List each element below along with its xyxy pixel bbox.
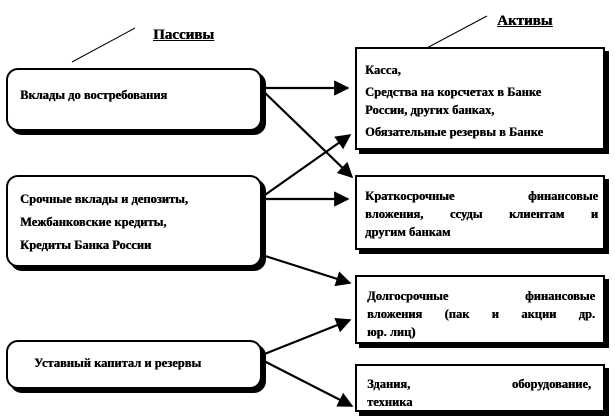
liability-box-capital-reserves <box>6 340 262 389</box>
liability-box-demand-deposits <box>6 68 262 131</box>
header-assets: Активы <box>497 13 553 29</box>
asset-line: России, других банках, <box>365 103 495 118</box>
asset-line: Долгосрочные финансовые <box>367 289 595 303</box>
liability-line: Срочные вклады и депозиты, <box>20 192 188 206</box>
liability-line: Кредиты Банка России <box>20 237 152 252</box>
asset-box-short-term-investments <box>355 175 605 250</box>
asset-box-buildings-equipment <box>355 364 605 412</box>
liability-line: Вклады до востребования <box>20 88 168 102</box>
asset-line: другим банкам <box>365 225 451 240</box>
asset-line: Краткосрочные финансовые <box>365 189 598 203</box>
liability-line: Межбанковские кредиты, <box>20 214 167 229</box>
asset-line: вложения (пак и акции др. <box>367 307 595 322</box>
header-liabilities: Пассивы <box>153 27 214 43</box>
asset-line: юр. лиц) <box>367 325 416 340</box>
header-slash-assets <box>423 16 487 50</box>
arrow-capital-to-longterm <box>262 320 350 355</box>
asset-box-long-term-investments <box>355 275 605 344</box>
liability-line: Уставный капитал и резервы <box>34 356 202 370</box>
asset-box-cash-reserves <box>355 47 605 150</box>
arrow-term-to-cash <box>262 135 350 197</box>
asset-line: Касса, <box>365 63 401 77</box>
asset-line: Обязательные резервы в Банке <box>365 125 544 140</box>
asset-line: Здания, оборудование, <box>367 377 591 391</box>
asset-line: вложения, ссуды клиентам и <box>365 207 598 222</box>
liability-box-term-deposits <box>6 175 262 267</box>
asset-line: Средства на корсчетах в Банке <box>365 85 542 100</box>
arrow-term-to-longterm <box>262 255 350 283</box>
header-slash-liabilities <box>72 28 135 62</box>
arrow-capital-to-buildings <box>262 360 352 406</box>
asset-line: техника <box>367 395 413 410</box>
